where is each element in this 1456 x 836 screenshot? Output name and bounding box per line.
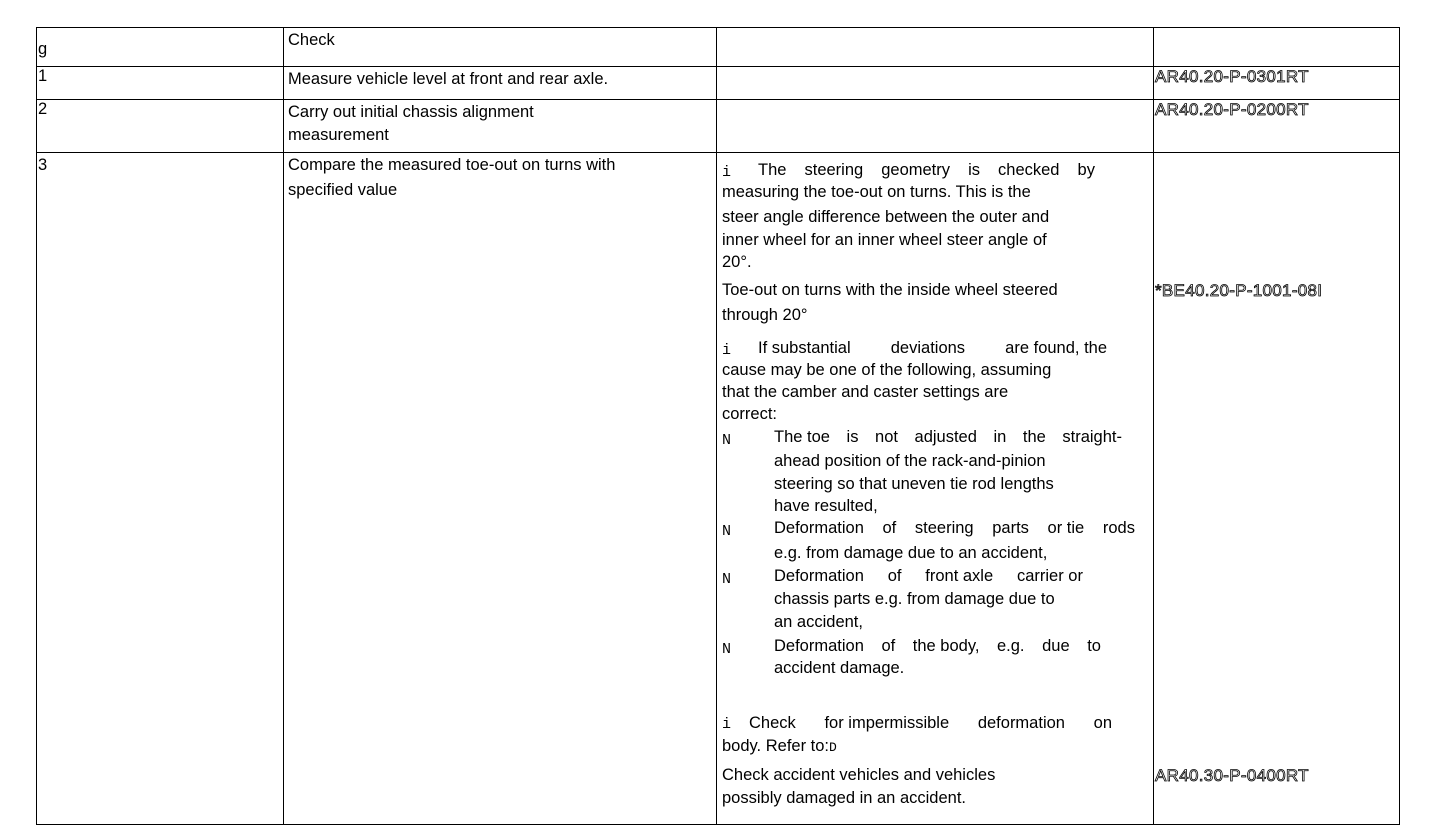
column-divider: [1153, 27, 1154, 825]
bullet-marker: N: [722, 523, 732, 540]
step-number: 1: [38, 67, 48, 85]
row-divider: [36, 152, 1400, 153]
step-number: 3: [38, 156, 48, 174]
column-divider: [283, 27, 284, 825]
bullet-line-justified: Deformation of the body, e.g. due to: [774, 637, 1101, 655]
note-line-justified: The steering geometry is checked by: [758, 161, 1095, 179]
spec-label: through 20°: [722, 306, 808, 324]
info-icon: i: [722, 164, 732, 181]
bullet-line: chassis parts e.g. from damage due to: [774, 590, 1055, 608]
table-border-right: [1399, 27, 1400, 825]
note-line: 20°.: [722, 253, 752, 271]
final-step-line: Check accident vehicles and vehicles: [722, 766, 996, 784]
note-line: measuring the toe-out on turns. This is the: [722, 183, 1031, 201]
info-icon: i: [722, 716, 732, 733]
procedure-table: [36, 27, 1400, 825]
bullet-line-justified: Deformation of front axle carrier or: [774, 567, 1083, 585]
spec-reference-link[interactable]: *BE40.20-P-1001-08I: [1155, 281, 1323, 300]
reference-link[interactable]: AR40.20-P-0301RT: [1155, 67, 1309, 86]
bullet-line: steering so that uneven tie rod lengths: [774, 475, 1054, 493]
table-border-bottom: [36, 824, 1400, 825]
header-step: g: [38, 40, 48, 58]
bullet-marker: N: [722, 571, 732, 588]
step-action-line: Compare the measured toe-out on turns with: [288, 156, 616, 174]
bullet-marker: N: [722, 432, 732, 449]
bullet-line-justified: Deformation of steering parts or tie rods: [774, 519, 1135, 537]
step-number: 2: [38, 100, 48, 118]
bullet-line-justified: The toe is not adjusted in the straight-: [774, 428, 1122, 446]
info-icon: i: [722, 342, 732, 359]
final-step-line: possibly damaged in an accident.: [722, 789, 966, 807]
note-line-justified: Check for impermissible deformation on: [749, 714, 1112, 732]
bullet-line: an accident,: [774, 613, 863, 631]
table-border-top: [36, 27, 1400, 28]
note-line: correct:: [722, 405, 778, 423]
note-line-justified: If substantial deviations are found, the: [758, 339, 1107, 357]
step-action-line: Carry out initial chassis alignment: [288, 103, 534, 121]
bullet-line: e.g. from damage due to an accident,: [774, 544, 1048, 562]
column-divider: [716, 27, 717, 825]
step-action-line: specified value: [288, 181, 398, 199]
reference-link[interactable]: AR40.20-P-0200RT: [1155, 100, 1309, 119]
note-line: steer angle difference between the outer and: [722, 208, 1050, 226]
table-border-left: [36, 27, 37, 825]
note-line: that the camber and caster settings are: [722, 383, 1009, 401]
note-line: cause may be one of the following, assuming: [722, 361, 1052, 379]
header-action: Check: [288, 31, 335, 49]
reference-link[interactable]: AR40.30-P-0400RT: [1155, 766, 1309, 785]
step-action: Measure vehicle level at front and rear axle.: [288, 70, 609, 88]
step-action-line: measurement: [288, 126, 389, 144]
note-line: body. Refer to:D: [722, 737, 837, 755]
spec-label: Toe-out on turns with the inside wheel steered: [722, 281, 1058, 299]
bullet-marker: N: [722, 641, 732, 658]
bullet-line: accident damage.: [774, 659, 905, 677]
bullet-line: have resulted,: [774, 497, 878, 515]
note-line: inner wheel for an inner wheel steer angle of: [722, 231, 1047, 249]
bullet-line: ahead position of the rack-and-pinion: [774, 452, 1046, 470]
link-icon[interactable]: D: [829, 740, 837, 755]
